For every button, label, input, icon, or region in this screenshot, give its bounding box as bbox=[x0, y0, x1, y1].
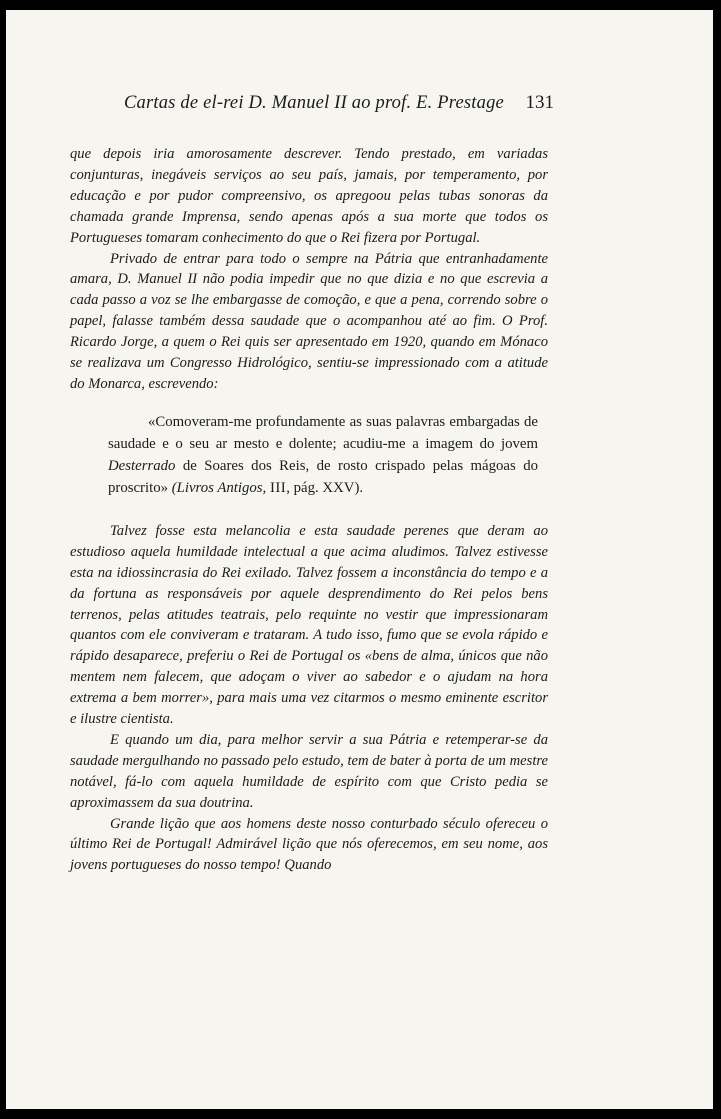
quote-title-desterrado: Desterrado bbox=[108, 457, 176, 474]
running-title: Cartas de el-rei D. Manuel II ao prof. E. Prestage bbox=[124, 93, 504, 113]
text-block bbox=[70, 144, 548, 876]
quote-text-end: , pág. XXV). bbox=[286, 479, 364, 496]
page-number: 131 bbox=[525, 92, 554, 113]
paragraph-privado: Privado de entrar para todo o sempre na Pátria que entranhadamente amara, D. Manuel II não podia impedir que no que dizia e no que escrevia a cada passo a voz se lhe embargasse de comoção, e que a pena, correndo sobre o papel, falasse também dessa saudade que o acompanhou até ao fim. O Prof. Ricardo Jorge, a quem o Rei quis ser apresentado em 1920, quando em Mónaco se realizava um Congresso Hidrológico, sentiu-se impressionado com a atitude do Monarca, escrevendo: bbox=[70, 250, 548, 392]
paragraph-talvez: Talvez fosse esta melancolia e esta saudade perenes que deram ao estudioso aquela humildade intelectual a que acima aludimos. Talvez estivesse esta na idiossincrasia do Rei exilado. Talvez fossem a inconstância do tempo e a da fortuna as responsáveis por aquele desprendimento do Rei pelos bens terrenos, pelas atitudes teatrais, pelo requinte no vestir que impressionaram quantos com ele conviveram e trataram. A tudo isso, fumo que se evola rápido e rápido desaparece, preferiu o Rei de Portugal os «bens de alma, únicos que não mentem nem falecem, que adoçam o viver ao sabedor e o ajudam na hora extrema a bem morrer», para mais uma vez citarmos o mesmo eminente escritor e ilustre cientista. bbox=[70, 522, 548, 728]
quote-text-before: «Comoveram-me profundamente as suas palavras embargadas de saudade e o seu ar mesto e dolente; acudiu-me a imagem do jovem bbox=[108, 413, 538, 452]
paragraph-continuation: que depois iria amorosamente descrever. Tendo prestado, em variadas conjunturas, inegáveis serviços ao seu país, jamais, por temperamento, por educação e por pudor compreensivo, os apregoou pelas tubas sonoras da chamada grande Imprensa, sendo apenas após a sua morte que todos os Portugueses tomaram conhecimento do que o Rei fizera por Portugal. bbox=[70, 146, 548, 246]
page-header bbox=[124, 92, 554, 122]
quote-text-middle: de Soares dos Reis, de rosto crispado pelas mágoas do proscrito» bbox=[108, 457, 538, 496]
quote-source-title: (Livros Antigos, bbox=[171, 479, 267, 496]
block-quote bbox=[108, 411, 538, 499]
paragraph-grande-licao: Grande lição que aos homens deste nosso conturbado século ofereceu o último Rei de Portugal! Admirável lição que nós oferecemos, em seu nome, aos jovens portugueses do nosso tempo! Quando bbox=[70, 815, 548, 874]
book-page bbox=[6, 10, 713, 1109]
paragraph-e-quando: E quando um dia, para melhor servir a sua Pátria e retemperar-se da saudade mergulhando no passado pelo estudo, tem de bater à porta de um mestre notável, fá-lo com aquela humildade de espírito com que Cristo pedia se aproximassem da sua doutrina. bbox=[70, 731, 548, 811]
quote-volume: III bbox=[269, 479, 287, 496]
